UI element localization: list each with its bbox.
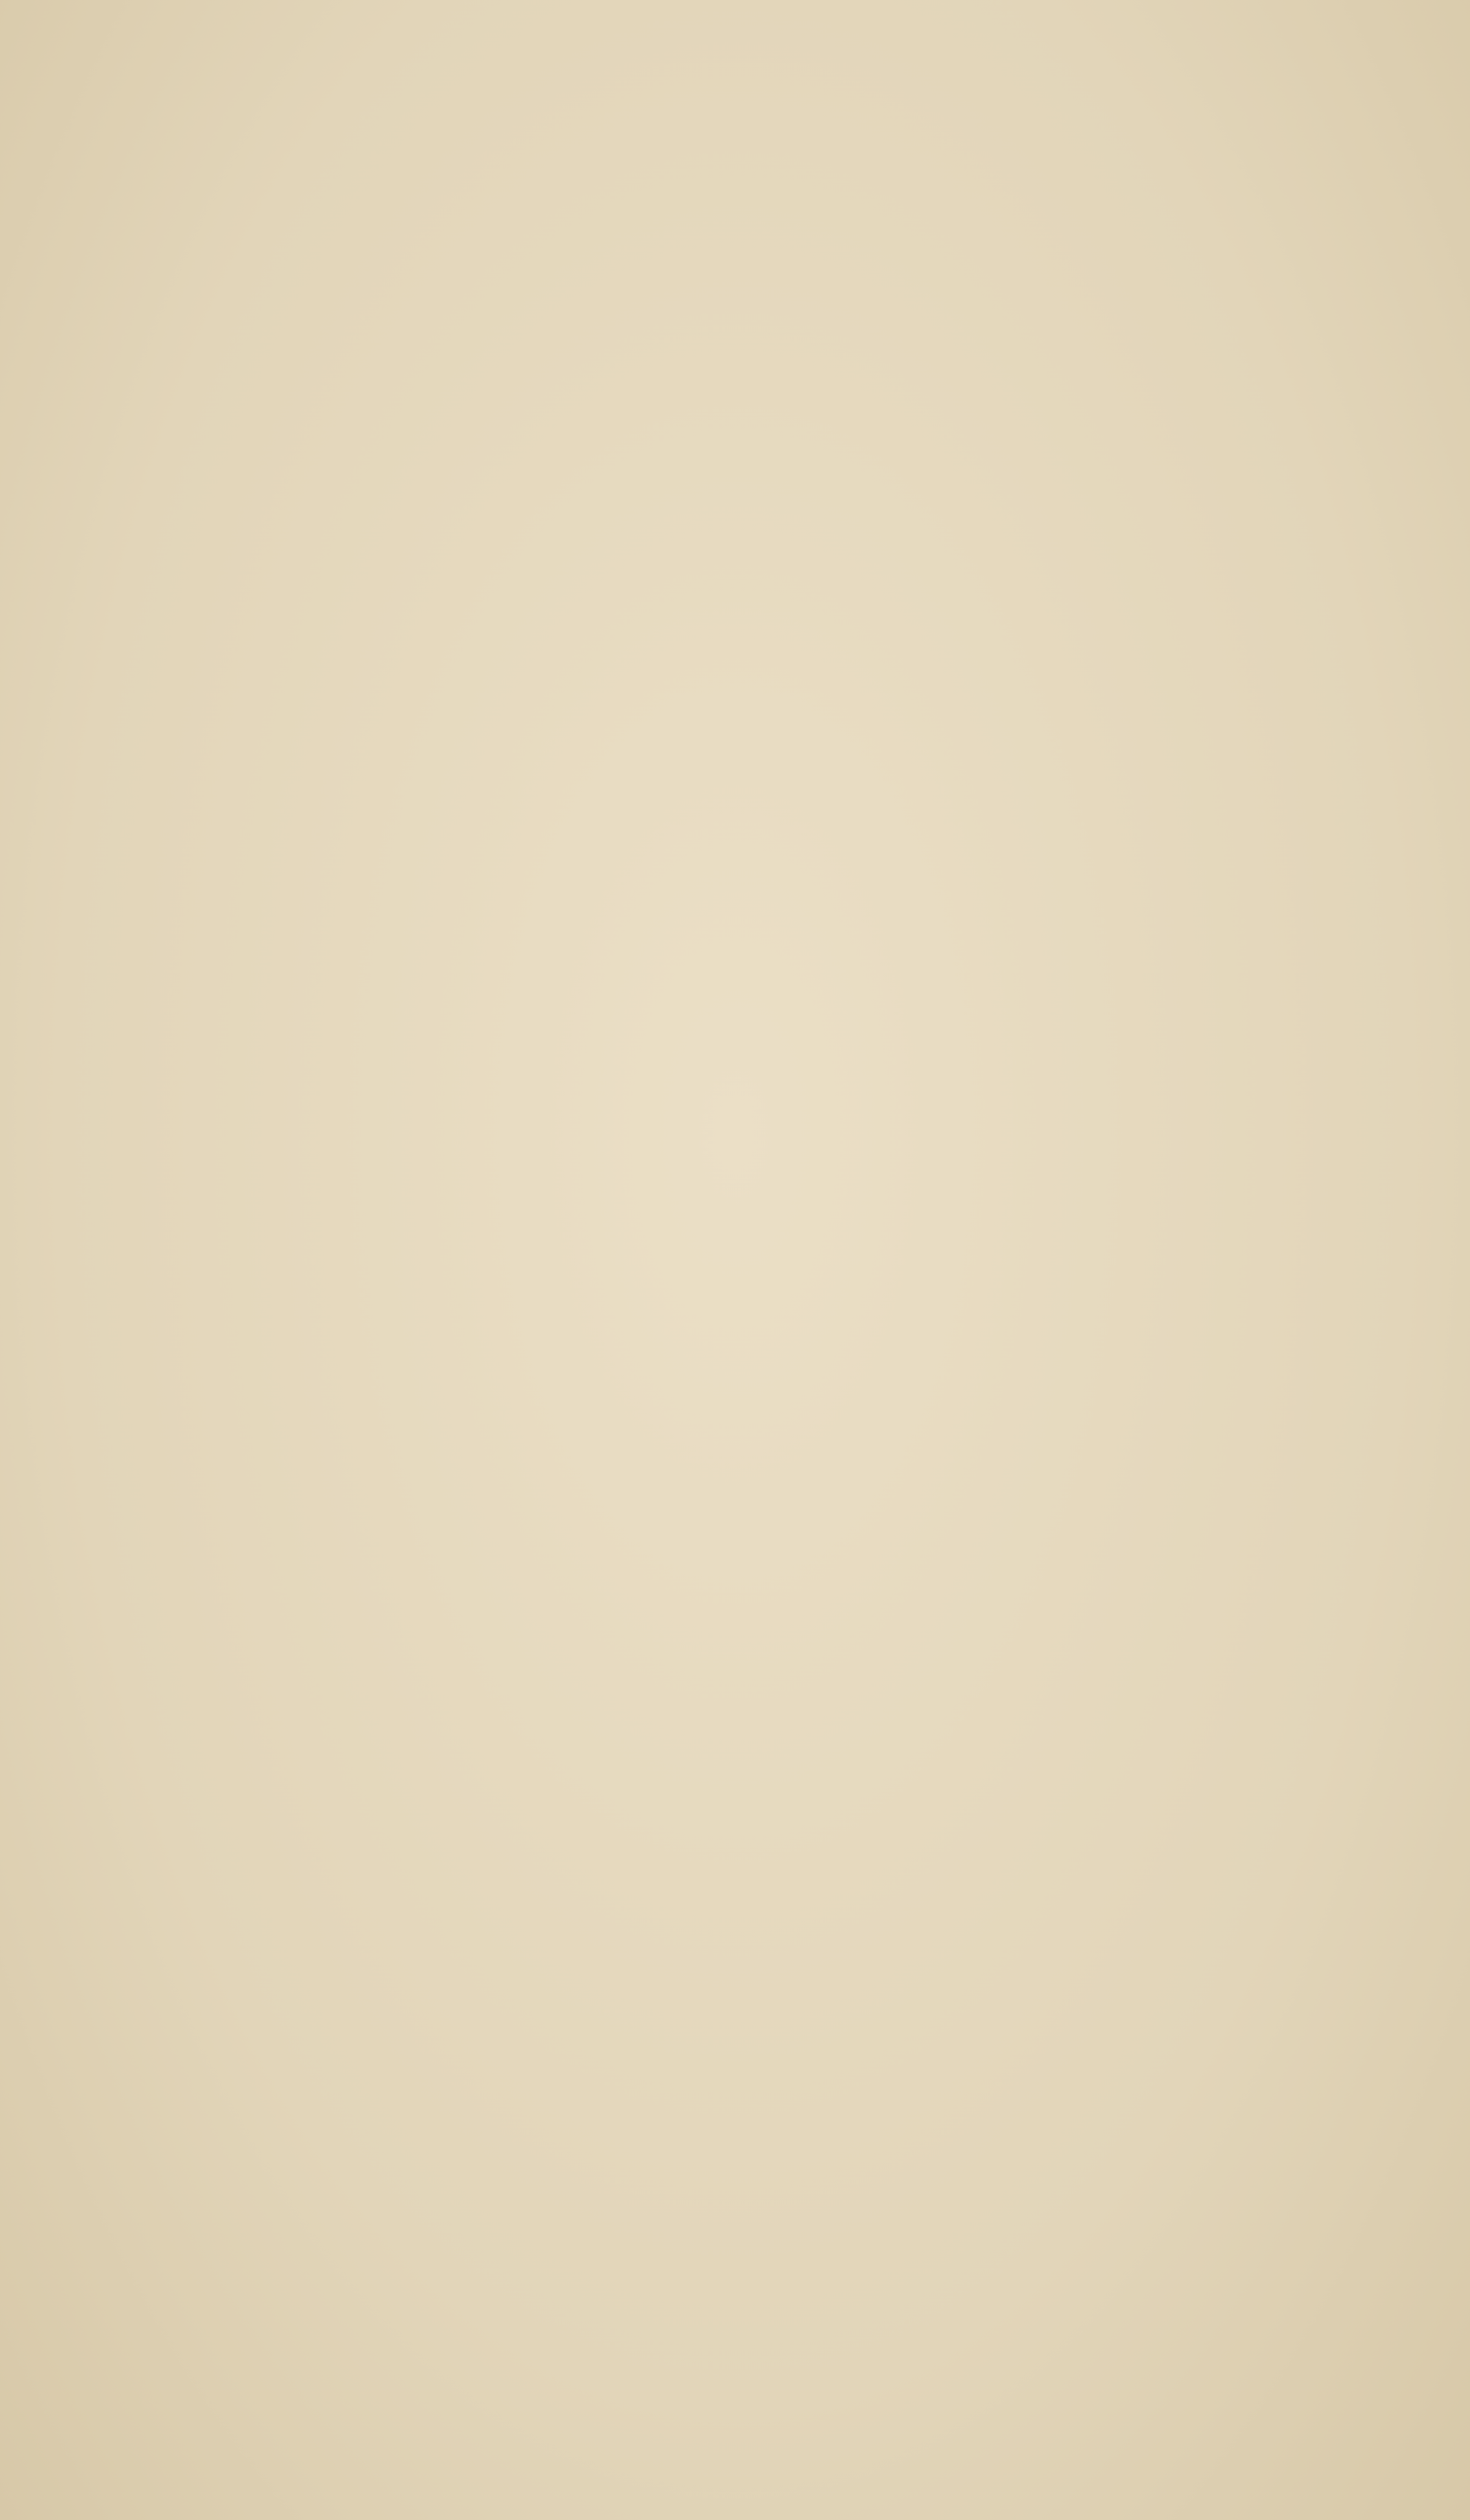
page-text: [237, 218, 1357, 284]
